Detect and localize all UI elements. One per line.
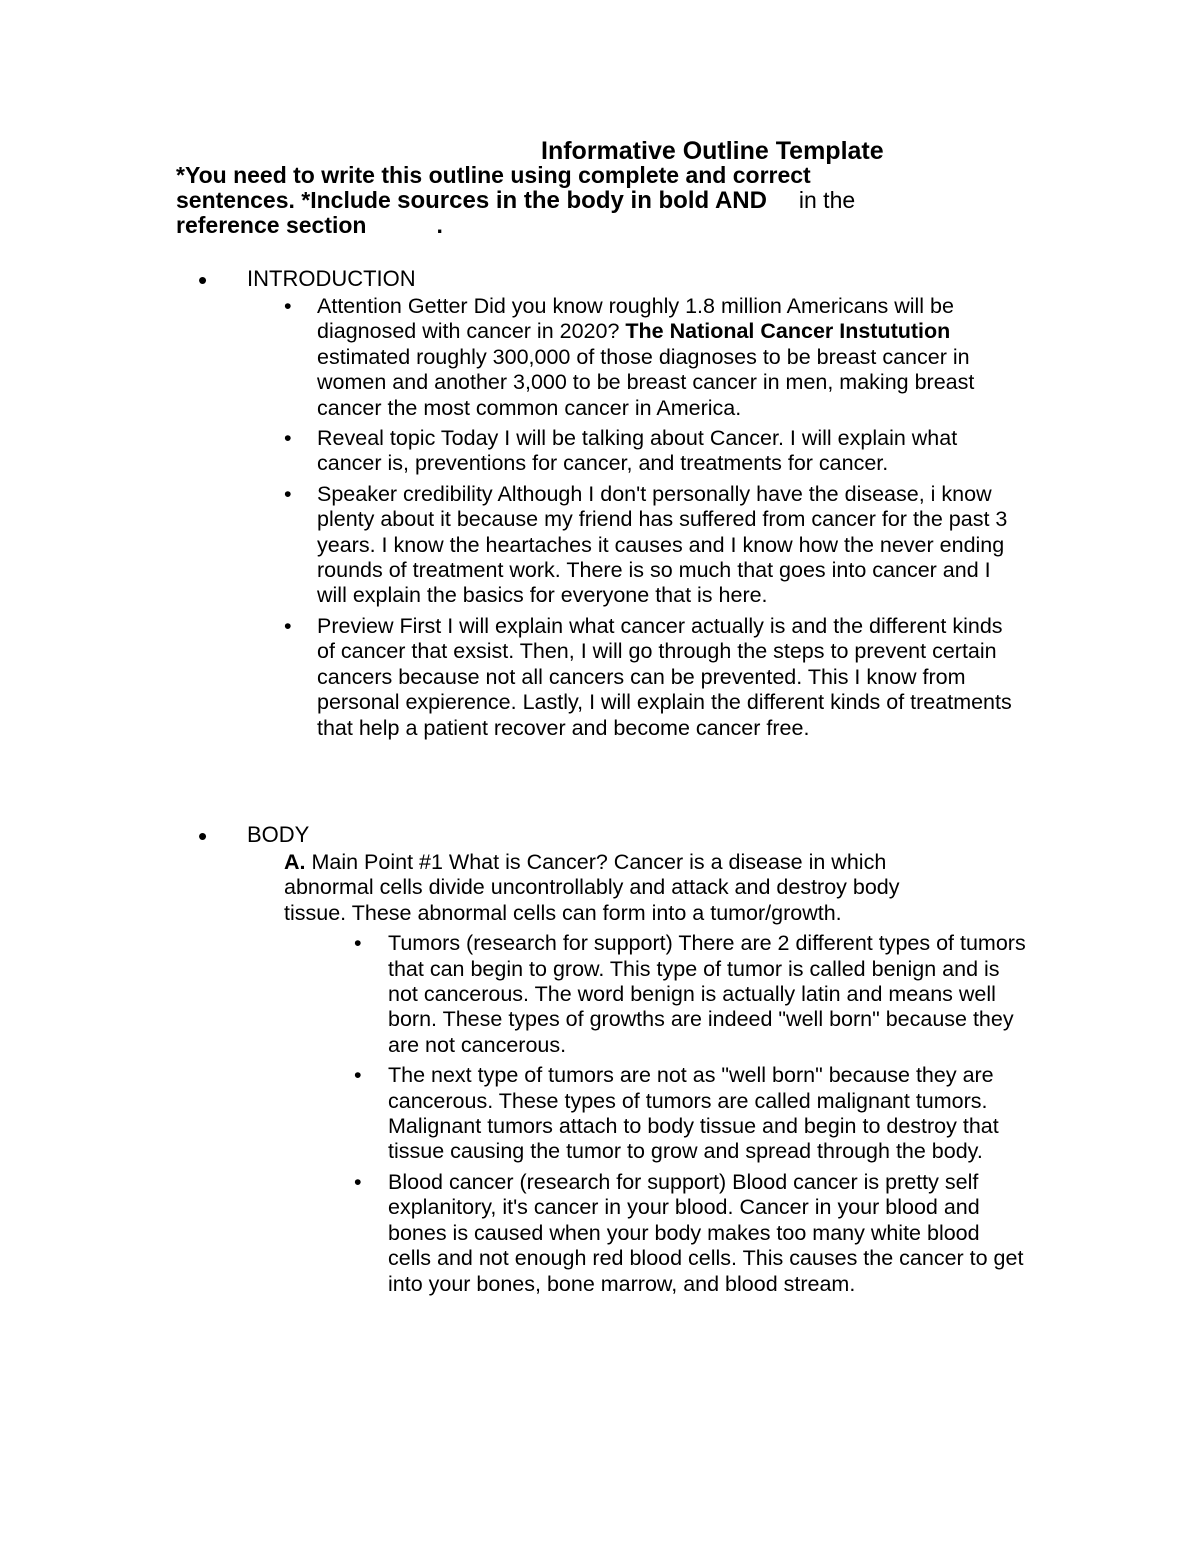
item-label: Speaker credibility	[317, 481, 493, 506]
instructions-line-3	[176, 213, 976, 238]
item-text-continued: estimated roughly 300,000 of those diagnoses to be breast cancer in women and another 3,000 to be breast cancer in men, making breast cancer the most common cancer in America.	[317, 344, 975, 420]
source-citation: The National Cancer Instutution	[625, 319, 951, 344]
instructions-line-2-end: in the	[798, 187, 856, 213]
bullet-icon: •	[198, 821, 208, 851]
list-item-reveal-topic	[176, 426, 1023, 477]
item-text: Today I will be talking about Cancer. I will explain what cancer is, preventions for cancer, and treatments for cancer.	[317, 426, 958, 476]
bullet-icon: •	[284, 294, 292, 318]
instructions-line-2-start: sentences. *Include	[176, 187, 398, 213]
main-point-letter: A.	[284, 850, 306, 874]
item-text: First I will explain what cancer actually is and the different kinds of cancer that exsist. Then, I will go through the steps to prevent certain cancers because not all cancers can be prevented. This I know from personal expierence. Lastly, I will explain the different kinds of treatments that help a patient recover and become cancer free.	[317, 613, 1012, 740]
bullet-icon: •	[284, 481, 292, 506]
bullet-icon: •	[284, 426, 292, 451]
item-text: Although I don't personally have the disease, i know plenty about it because my friend has suffered from cancer for the past 3 years. I know the heartaches it causes and I know how the never ending rounds of treatment work. There is so much that goes into cancer and I will explain the basics for everyone that is here.	[317, 481, 1008, 608]
bullet-icon: •	[354, 931, 362, 956]
item-text: Tumors (research for support) There are 2 different types of tumors that can begin to grow. This type of tumor is called benign and is not cancerous. The word benign is actually latin and means well born. These types of growths are indeed "well born" because they are not cancerous.	[388, 931, 1026, 1057]
list-item-speaker-credibility	[176, 482, 1023, 609]
body-heading-row	[176, 822, 1076, 850]
introduction-list	[176, 294, 1076, 741]
item-label: Attention Getter	[317, 294, 468, 318]
introduction-heading: INTRODUCTION	[247, 266, 416, 291]
bullet-icon: •	[198, 265, 208, 295]
bullet-icon: •	[284, 613, 292, 638]
item-text: Did you know roughly 1.8 million Americans will be diagnosed with cancer in 2020?	[317, 294, 954, 344]
instructions-period: .	[436, 212, 443, 238]
bullet-icon: •	[354, 1063, 362, 1088]
main-point-text: Main Point #1 What is Cancer? Cancer is a disease in which abnormal cells divide uncontrollably and attack and destroy body tissue. These abnormal cells can form into a tumor/growth.	[284, 850, 900, 925]
instructions	[176, 163, 976, 238]
item-text: Blood cancer (research for support) Blood cancer is pretty self explanitory, it's cancer in your blood. Cancer in your blood and bones is caused when your body makes too many white blood cells and not enough red blood cells. This causes the cancer to get into your bones, bone marrow, and blood stream.	[388, 1169, 1024, 1296]
introduction-heading-row	[176, 266, 1076, 294]
body-heading: BODY	[247, 822, 310, 847]
instructions-reference-section: reference section	[176, 212, 367, 238]
list-item-attention-getter	[176, 294, 1023, 421]
list-item-preview	[176, 614, 1023, 741]
item-label: Reveal topic	[317, 426, 436, 451]
instructions-line-2	[176, 188, 976, 213]
document-title: Informative Outline Template	[541, 137, 884, 165]
list-item-blood-cancer	[176, 1170, 1028, 1297]
bullet-icon: •	[354, 1169, 362, 1194]
introduction-section	[176, 266, 1076, 746]
list-item-tumors	[176, 931, 1028, 1058]
main-point-1-subpoints	[176, 931, 1076, 1297]
instructions-bold-sources: sources in the body in bold AND	[397, 187, 767, 214]
main-point-1	[284, 850, 964, 926]
instructions-line-1: *You need to write this outline using complete and correct	[176, 162, 811, 188]
body-section	[176, 822, 1076, 1302]
item-text: The next type of tumors are not as "well born" because they are cancerous. These types of tumors are called malignant tumors. Malignant tumors attach to body tissue and begin to destroy that tissue causing the tumor to grow and spread through the body.	[388, 1063, 999, 1164]
list-item-malignant-tumors	[176, 1063, 1028, 1165]
item-label: Preview	[317, 613, 394, 638]
